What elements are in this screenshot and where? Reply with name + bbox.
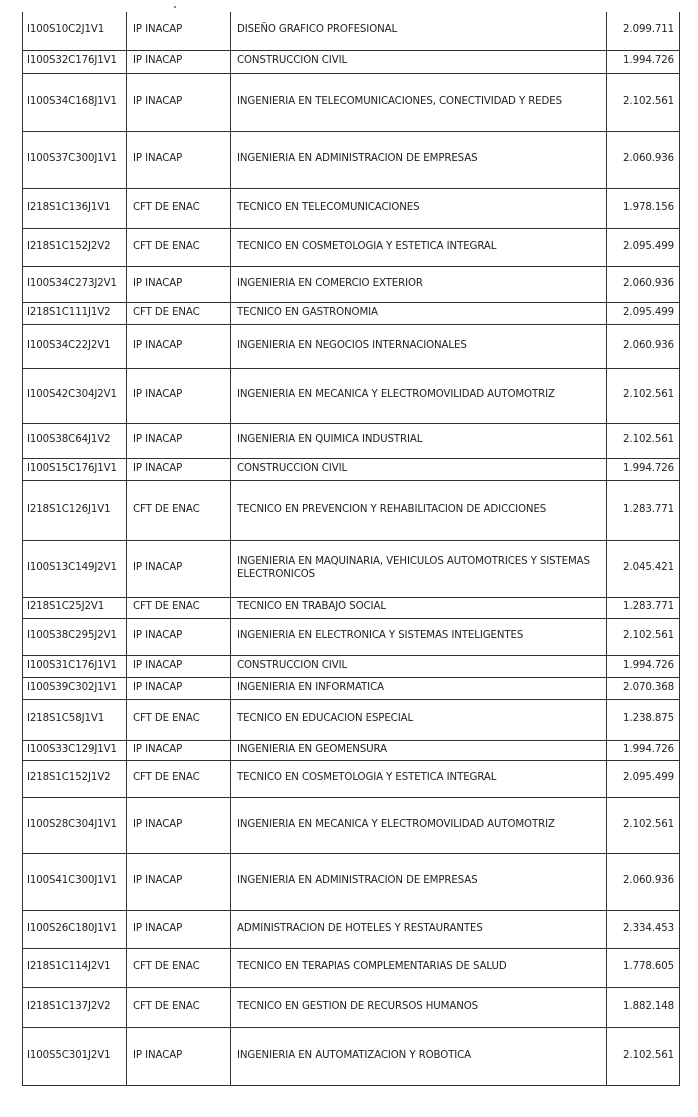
institution-cell: IP INACAP: [127, 853, 231, 910]
program-code-cell: I218S1C136J1V1: [23, 188, 127, 228]
table-row: [23, 987, 680, 1027]
program-name-cell: INGENIERIA EN ELECTRONICA Y SISTEMAS INTELIGENTES: [231, 618, 607, 655]
amount-cell: 1.994.726: [607, 458, 680, 480]
program-name-cell: INGENIERIA EN ADMINISTRACION DE EMPRESAS: [231, 853, 607, 910]
institution-cell: IP INACAP: [127, 12, 231, 50]
table-row: [23, 797, 680, 853]
amount-cell: 1.978.156: [607, 188, 680, 228]
programs-table: [22, 12, 680, 1086]
program-name-cell: TECNICO EN COSMETOLOGIA Y ESTETICA INTEGRAL: [231, 228, 607, 266]
institution-cell: IP INACAP: [127, 458, 231, 480]
program-name-cell: TECNICO EN GESTION DE RECURSOS HUMANOS: [231, 987, 607, 1027]
institution-cell: IP INACAP: [127, 910, 231, 948]
amount-cell: 2.045.421: [607, 540, 680, 597]
program-code-cell: I100S13C149J2V1: [23, 540, 127, 597]
table-row: [23, 677, 680, 699]
institution-cell: IP INACAP: [127, 655, 231, 677]
program-code-cell: I218S1C114J2V1: [23, 948, 127, 987]
program-code-cell: I100S15C176J1V1: [23, 458, 127, 480]
amount-cell: 1.882.148: [607, 987, 680, 1027]
table-row: [23, 302, 680, 324]
program-name-cell: CONSTRUCCION CIVIL: [231, 655, 607, 677]
table-row: [23, 618, 680, 655]
program-name-cell: INGENIERIA EN ADMINISTRACION DE EMPRESAS: [231, 131, 607, 188]
program-name-cell: INGENIERIA EN COMERCIO EXTERIOR: [231, 266, 607, 302]
institution-cell: CFT DE ENAC: [127, 597, 231, 618]
program-code-cell: I100S10C2J1V1: [23, 12, 127, 50]
institution-cell: CFT DE ENAC: [127, 480, 231, 540]
table-row: [23, 480, 680, 540]
institution-cell: IP INACAP: [127, 618, 231, 655]
program-name-cell: CONSTRUCCION CIVIL: [231, 50, 607, 73]
table-row: [23, 540, 680, 597]
program-code-cell: I218S1C152J2V2: [23, 228, 127, 266]
amount-cell: 1.994.726: [607, 655, 680, 677]
amount-cell: 1.283.771: [607, 597, 680, 618]
program-name-cell: TECNICO EN TELECOMUNICACIONES: [231, 188, 607, 228]
program-name-cell: INGENIERIA EN GEOMENSURA: [231, 740, 607, 760]
table-row: [23, 131, 680, 188]
program-name-cell: INGENIERIA EN AUTOMATIZACION Y ROBOTICA: [231, 1027, 607, 1085]
program-name-cell: INGENIERIA EN QUIMICA INDUSTRIAL: [231, 423, 607, 458]
amount-cell: 2.102.561: [607, 368, 680, 423]
amount-cell: 2.102.561: [607, 618, 680, 655]
table-row: [23, 760, 680, 797]
programs-table-body: [23, 12, 680, 1085]
program-code-cell: I218S1C58J1V1: [23, 699, 127, 740]
program-code-cell: I218S1C137J2V2: [23, 987, 127, 1027]
institution-cell: IP INACAP: [127, 1027, 231, 1085]
institution-cell: IP INACAP: [127, 50, 231, 73]
institution-cell: CFT DE ENAC: [127, 699, 231, 740]
institution-cell: CFT DE ENAC: [127, 188, 231, 228]
institution-cell: IP INACAP: [127, 540, 231, 597]
amount-cell: 1.994.726: [607, 50, 680, 73]
program-name-cell: INGENIERIA EN MECANICA Y ELECTROMOVILIDAD AUTOMOTRIZ: [231, 368, 607, 423]
program-code-cell: I100S38C64J1V2: [23, 423, 127, 458]
program-name-cell: INGENIERIA EN MECANICA Y ELECTROMOVILIDAD AUTOMOTRIZ: [231, 797, 607, 853]
amount-cell: 2.095.499: [607, 302, 680, 324]
table-row: [23, 228, 680, 266]
table-row: [23, 910, 680, 948]
program-name-cell: TECNICO EN GASTRONOMIA: [231, 302, 607, 324]
program-name-cell: TECNICO EN TRABAJO SOCIAL: [231, 597, 607, 618]
institution-cell: IP INACAP: [127, 266, 231, 302]
table-row: [23, 50, 680, 73]
program-name-cell: TECNICO EN EDUCACION ESPECIAL: [231, 699, 607, 740]
institution-cell: IP INACAP: [127, 423, 231, 458]
institution-cell: CFT DE ENAC: [127, 948, 231, 987]
program-code-cell: I100S5C301J2V1: [23, 1027, 127, 1085]
program-code-cell: I100S37C300J1V1: [23, 131, 127, 188]
amount-cell: 1.994.726: [607, 740, 680, 760]
program-code-cell: I100S38C295J2V1: [23, 618, 127, 655]
program-code-cell: I100S34C273J2V1: [23, 266, 127, 302]
institution-cell: CFT DE ENAC: [127, 760, 231, 797]
scan-speck: [174, 6, 176, 8]
amount-cell: 2.060.936: [607, 266, 680, 302]
table-row: [23, 458, 680, 480]
table-row: [23, 423, 680, 458]
program-name-cell: INGENIERIA EN NEGOCIOS INTERNACIONALES: [231, 324, 607, 368]
amount-cell: 1.778.605: [607, 948, 680, 987]
institution-cell: IP INACAP: [127, 131, 231, 188]
program-code-cell: I100S33C129J1V1: [23, 740, 127, 760]
amount-cell: 2.102.561: [607, 73, 680, 131]
program-code-cell: I100S28C304J1V1: [23, 797, 127, 853]
program-name-cell: DISEÑO GRAFICO PROFESIONAL: [231, 12, 607, 50]
institution-cell: IP INACAP: [127, 73, 231, 131]
amount-cell: 2.060.936: [607, 131, 680, 188]
program-name-cell: TECNICO EN TERAPIAS COMPLEMENTARIAS DE SALUD: [231, 948, 607, 987]
amount-cell: 1.283.771: [607, 480, 680, 540]
amount-cell: 2.095.499: [607, 228, 680, 266]
table-row: [23, 12, 680, 50]
amount-cell: 2.060.936: [607, 853, 680, 910]
institution-cell: CFT DE ENAC: [127, 302, 231, 324]
amount-cell: 2.095.499: [607, 760, 680, 797]
program-code-cell: I100S26C180J1V1: [23, 910, 127, 948]
institution-cell: CFT DE ENAC: [127, 987, 231, 1027]
program-name-cell: TECNICO EN COSMETOLOGIA Y ESTETICA INTEGRAL: [231, 760, 607, 797]
program-code-cell: I100S34C168J1V1: [23, 73, 127, 131]
amount-cell: 2.102.561: [607, 423, 680, 458]
table-row: [23, 740, 680, 760]
program-name-cell: TECNICO EN PREVENCION Y REHABILITACION DE ADICCIONES: [231, 480, 607, 540]
amount-cell: 2.060.936: [607, 324, 680, 368]
table-row: [23, 699, 680, 740]
amount-cell: 2.102.561: [607, 1027, 680, 1085]
program-code-cell: I100S34C22J2V1: [23, 324, 127, 368]
table-row: [23, 324, 680, 368]
program-code-cell: I218S1C111J1V2: [23, 302, 127, 324]
program-code-cell: I218S1C126J1V1: [23, 480, 127, 540]
table-row: [23, 368, 680, 423]
program-name-cell: INGENIERIA EN INFORMATICA: [231, 677, 607, 699]
program-name-cell: CONSTRUCCION CIVIL: [231, 458, 607, 480]
table-row: [23, 1027, 680, 1085]
table-row: [23, 188, 680, 228]
amount-cell: 2.102.561: [607, 797, 680, 853]
program-code-cell: I100S39C302J1V1: [23, 677, 127, 699]
program-code-cell: I218S1C25J2V1: [23, 597, 127, 618]
institution-cell: CFT DE ENAC: [127, 228, 231, 266]
institution-cell: IP INACAP: [127, 368, 231, 423]
amount-cell: 2.334.453: [607, 910, 680, 948]
institution-cell: IP INACAP: [127, 740, 231, 760]
institution-cell: IP INACAP: [127, 324, 231, 368]
program-name-cell: INGENIERIA EN TELECOMUNICACIONES, CONECTIVIDAD Y REDES: [231, 73, 607, 131]
table-row: [23, 597, 680, 618]
amount-cell: 2.099.711: [607, 12, 680, 50]
table-row: [23, 266, 680, 302]
program-code-cell: I100S41C300J1V1: [23, 853, 127, 910]
table-row: [23, 655, 680, 677]
table-row: [23, 948, 680, 987]
program-name-cell: ADMINISTRACION DE HOTELES Y RESTAURANTES: [231, 910, 607, 948]
table-row: [23, 73, 680, 131]
amount-cell: 1.238.875: [607, 699, 680, 740]
program-code-cell: I100S42C304J2V1: [23, 368, 127, 423]
program-code-cell: I100S32C176J1V1: [23, 50, 127, 73]
table-row: [23, 853, 680, 910]
program-code-cell: I100S31C176J1V1: [23, 655, 127, 677]
institution-cell: IP INACAP: [127, 797, 231, 853]
amount-cell: 2.070.368: [607, 677, 680, 699]
program-name-cell: INGENIERIA EN MAQUINARIA, VEHICULOS AUTOMOTRICES Y SISTEMAS ELECTRONICOS: [231, 540, 607, 597]
program-code-cell: I218S1C152J1V2: [23, 760, 127, 797]
institution-cell: IP INACAP: [127, 677, 231, 699]
